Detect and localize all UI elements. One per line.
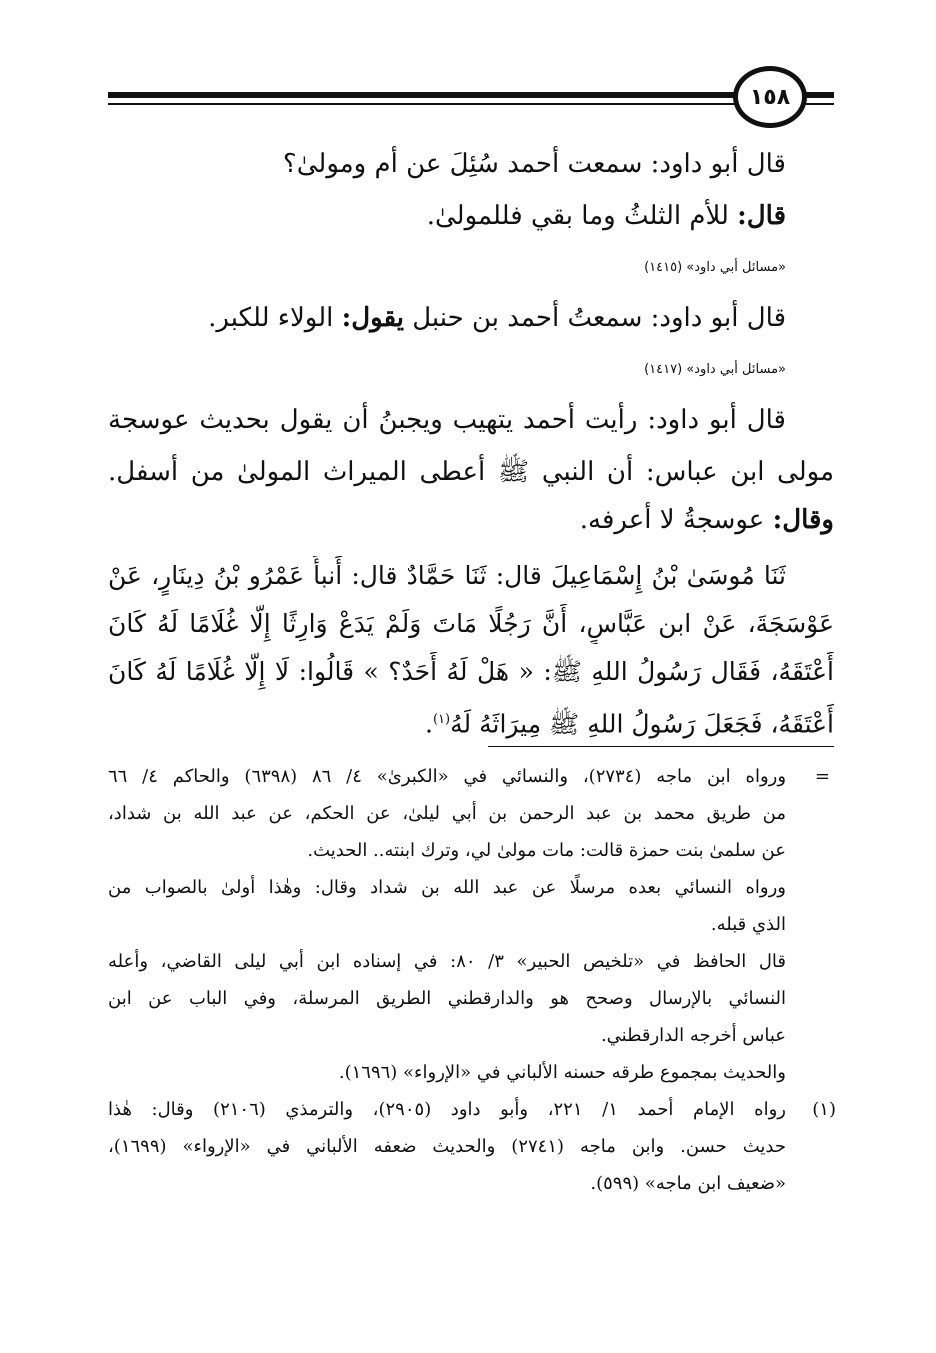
text-line-2 [108, 196, 786, 236]
footnote-line: عن سلمىٰ بنت حمزة قالت: مات مولىٰ لي، وترك ابنته.. الحديث. [307, 840, 786, 861]
footnote-line: من طريق محمد بن عبد الرحمن بن أبي ليلىٰ، عن الحكم، عن عبد الله بن شداد، [108, 803, 786, 824]
text-line-6 [108, 500, 834, 540]
footnote-line: الذي قبله. [710, 914, 786, 935]
footnote-1-marker: (١) [812, 1099, 836, 1120]
hadith-line-1: ثَنَا مُوسَىٰ بْنُ إِسْمَاعِيلَ قال: ثَنَا حَمَّادٌ قال: أَنبأَ عَمْرُو بْنُ دِينَارٍ، عَنْ [108, 561, 786, 590]
hadith-line-2: عَوْسَجَةَ، عَنْ ابن عَبَّاسٍ، أَنَّ رَجُلًا مَاتَ وَلَمْ يَدَعْ وَارِثًا إِلَّا غُلَامًا لَهُ كَانَ [108, 609, 834, 638]
source-reference-1: «مسائل أبي داود» (١٤١٥) [644, 260, 786, 275]
source-reference-2: «مسائل أبي داود» (١٤١٧) [644, 362, 786, 377]
hadith-line-4-text: أَعْتَقَهُ، فَجَعَلَ رَسُولُ اللهِ ﷺ مِيرَاثَهُ لَهُ [450, 709, 834, 739]
label-qal: قال: [737, 201, 786, 231]
header-rule-right-thick [806, 92, 834, 98]
footnote-ref-1: (١) [432, 712, 451, 727]
footnote-line: ورواه ابن ماجه (٢٧٣٤)، والنسائي في «الكبرىٰ» ٤/ ٨٦ (٦٣٩٨) والحاكم ٤/ ٦٦ [108, 766, 786, 787]
text-line-6-body: عوسجةُ لا أعرفه. [579, 505, 773, 535]
footnote-separator [488, 746, 834, 747]
footnote-line: النسائي بالإرسال وصحح هو والدارقطني الطريق المرسلة، وفي الباب عن ابن [108, 988, 786, 1009]
footnote-1-line: رواه الإمام أحمد ١/ ٢٢١، وأبو داود (٢٩٠٥)، والترمذي (٢١٠٦) وقال: هٰذا [108, 1099, 786, 1120]
label-yaqul: يقول: [341, 303, 404, 333]
text-line-5: مولى ابن عباس: أن النبي ﷺ أعطى الميراث المولىٰ من أسفل. [108, 457, 834, 487]
footnote-line: عباس أخرجه الدارقطني. [600, 1025, 786, 1046]
hadith-line-4 [108, 700, 834, 744]
header-rule-thin [108, 103, 736, 105]
footnote-1-line: حديث حسن. وابن ماجه (٢٧٤١) والحديث ضعفه الألباني في «الإرواء» (١٦٩٩)، [108, 1136, 786, 1157]
text-line-4: قال أبو داود: رأيت أحمد يتهيب ويجبنُ أن يقول بحديث عوسجة [108, 405, 786, 435]
text-line-3-suffix: الولاء للكبر. [208, 303, 342, 333]
footnote-continuation-marker: = [814, 766, 830, 787]
text-line-3-prefix: قال أبو داود: سمعتُ أحمد بن حنبل [403, 303, 786, 333]
hadith-line-3: أَعْتَقَهُ، فَقَال رَسُولُ اللهِ ﷺ: « هَلْ لَهُ أَحَدٌ؟ » قَالُوا: لَا إِلَّا غُلَامًا لَهُ كَانَ [108, 657, 834, 686]
header-rule-thick [108, 92, 736, 98]
text-line-1: قال أبو داود: سمعت أحمد سُئِلَ عن أم ومولىٰ؟ [282, 149, 786, 179]
footnote-line: والحديث بمجموع طرقه حسنه الألباني في «الإرواء» (١٦٩٦). [338, 1062, 786, 1083]
text-line-2-body: للأم الثلثُ وما بقي فللمولىٰ. [426, 201, 738, 231]
label-waqal: وقال: [772, 505, 834, 535]
hadith-line-4-end: . [425, 709, 433, 739]
footnote-line: قال الحافظ في «تلخيص الحبير» ٣/ ٨٠: في إسناده ابن أبي ليلى القاضي، وأعله [108, 951, 786, 972]
header-rule-right-thin [806, 103, 834, 105]
footnote-1-line: «ضعيف ابن ماجه» (٥٩٩). [590, 1173, 786, 1194]
footnote-line: ورواه النسائي بعده مرسلًا عن عبد الله بن شداد وقال: وهٰذا أولىٰ بالصواب من [108, 877, 786, 898]
text-line-3 [108, 298, 786, 338]
page-number: ١٥٨ [733, 66, 807, 128]
